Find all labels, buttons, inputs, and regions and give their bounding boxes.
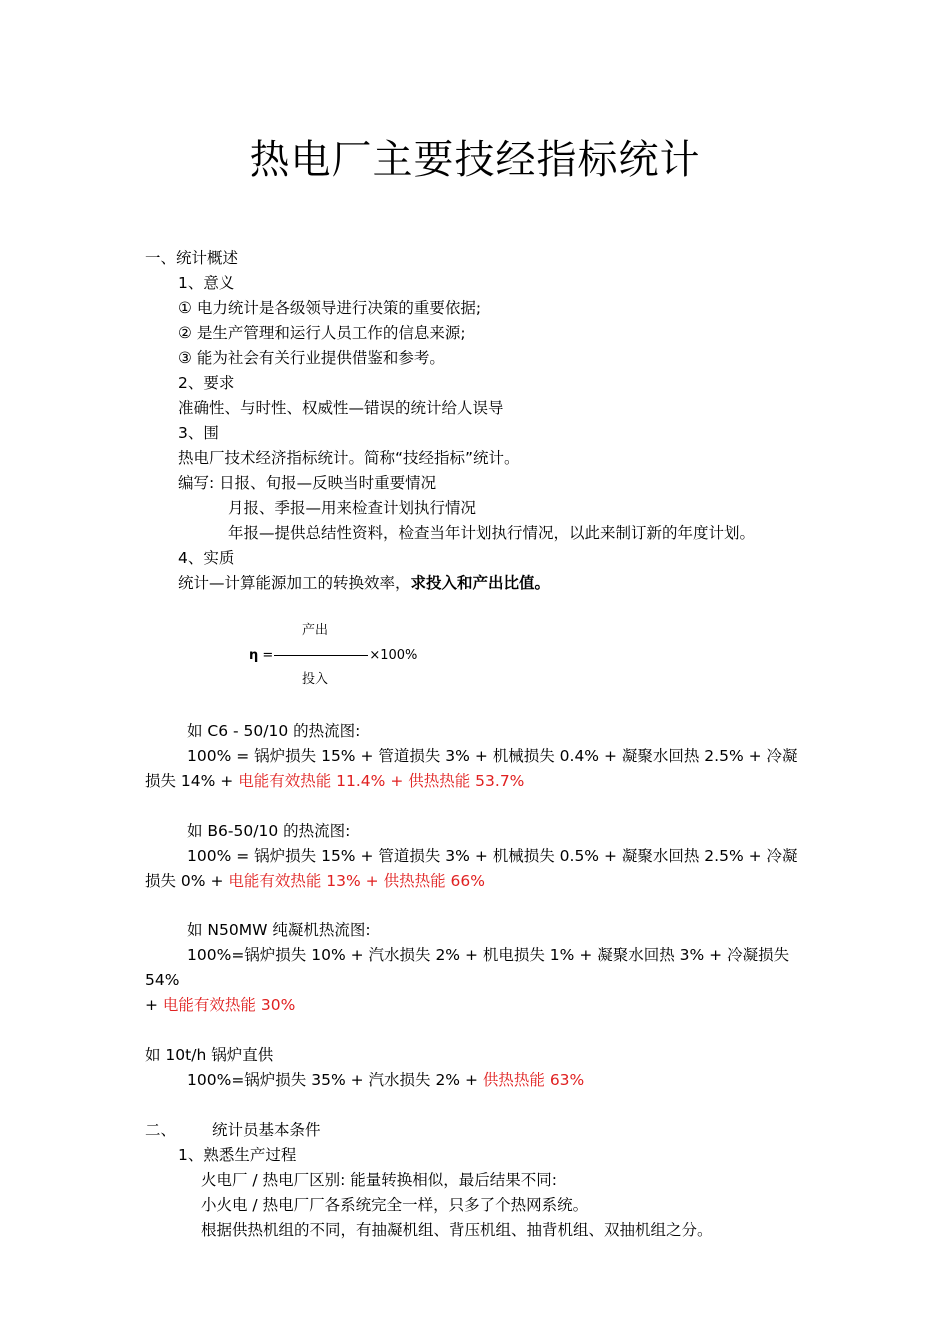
formula-expression xyxy=(249,647,417,665)
example-4-label: 如 10t/h 锅炉直供 xyxy=(145,1046,274,1064)
subsection-heading-essence: 4、实质 xyxy=(178,549,235,567)
formula-equals: = xyxy=(262,648,274,663)
example-3-line-2: 54% xyxy=(145,971,180,989)
example-2-line-2 xyxy=(145,870,485,892)
example-4-line-1 xyxy=(187,1069,584,1091)
formula-numerator: 产出 xyxy=(302,623,329,638)
example-1-line-2 xyxy=(145,770,524,792)
example-2-effective: 电能有效热能 13% + 供热热能 66% xyxy=(228,872,485,890)
scope-edit-line-2: 月报、季报—用来检查计划执行情况 xyxy=(228,499,477,517)
example-2-line-1: 100% = 锅炉损失 15% + 管道损失 3% + 机械损失 0.5% + 凝聚水回热 2.5% + 冷凝 xyxy=(187,847,798,865)
section-heading-1: 一、统计概述 xyxy=(145,249,239,267)
subsection-heading-requirements: 2、要求 xyxy=(178,374,235,392)
example-4-losses: 100%=锅炉损失 35% + 汽水损失 2% + xyxy=(187,1071,483,1089)
example-1-line-1: 100% = 锅炉损失 15% + 管道损失 3% + 机械损失 0.4% + 凝聚水回热 2.5% + 冷凝 xyxy=(187,747,798,765)
example-2-label: 如 B6-50/10 的热流图: xyxy=(187,822,351,840)
example-3-line-3 xyxy=(145,994,295,1016)
scope-edit-line-1: 编写: 日报、旬报—反映当时重要情况 xyxy=(178,474,437,492)
production-line-1: 火电厂 / 热电厂区别: 能量转换相似，最后结果不同: xyxy=(201,1171,557,1189)
formula-denominator: 投入 xyxy=(302,672,329,687)
example-1-label: 如 C6 - 50/10 的热流图: xyxy=(187,722,361,740)
production-line-3: 根据供热机组的不同，有抽凝机组、背压机组、抽背机组、双抽机组之分。 xyxy=(201,1221,713,1239)
formula-fraction-bar xyxy=(274,655,368,656)
example-4-effective: 供热热能 63% xyxy=(482,1071,585,1089)
requirements-text: 准确性、与时性、权威性—错误的统计给人误导 xyxy=(178,399,504,417)
scope-edit-line-3: 年报—提供总结性资料，检查当年计划执行情况，以此来制订新的年度计划。 xyxy=(228,524,756,542)
example-1-losses: 损失 14% + xyxy=(145,772,239,790)
formula-times: ×100% xyxy=(369,648,418,663)
example-1-effective: 电能有效热能 11.4% + 供热热能 53.7% xyxy=(238,772,525,790)
example-3-effective: 电能有效热能 30% xyxy=(162,996,296,1014)
example-2-losses: 损失 0% + xyxy=(145,872,229,890)
section-heading-2: 统计员基本条件 xyxy=(212,1121,321,1139)
example-3-plus: + xyxy=(145,996,163,1014)
meaning-item-2: ② 是生产管理和运行人员工作的信息来源; xyxy=(178,324,466,342)
essence-text-plain: 统计—计算能源加工的转换效率， xyxy=(178,574,411,592)
example-3-label: 如 N50MW 纯凝机热流图: xyxy=(187,921,371,939)
section-heading-2-number: 二、 xyxy=(145,1121,177,1139)
meaning-item-3: ③ 能为社会有关行业提供借鉴和参考。 xyxy=(178,349,445,367)
essence-text xyxy=(178,572,550,594)
subsection-heading-meaning: 1、意义 xyxy=(178,274,235,292)
production-line-2: 小火电 / 热电厂厂各系统完全一样，只多了个热网系统。 xyxy=(201,1196,589,1214)
document-title: 热电厂主要技经指标统计 xyxy=(249,137,701,183)
essence-text-bold: 求投入和产出比值。 xyxy=(410,574,551,592)
meaning-item-1: ① 电力统计是各级领导进行决策的重要依据; xyxy=(178,299,482,317)
example-3-line-1: 100%=锅炉损失 10% + 汽水损失 2% + 机电损失 1% + 凝聚水回热 3% + 冷凝损失 xyxy=(187,946,790,964)
formula-eta: η xyxy=(249,648,259,663)
subsection-heading-scope: 3、围 xyxy=(178,424,219,442)
scope-text: 热电厂技术经济指标统计。简称“技经指标”统计。 xyxy=(178,449,520,467)
subsection-heading-production: 1、熟悉生产过程 xyxy=(178,1146,297,1164)
